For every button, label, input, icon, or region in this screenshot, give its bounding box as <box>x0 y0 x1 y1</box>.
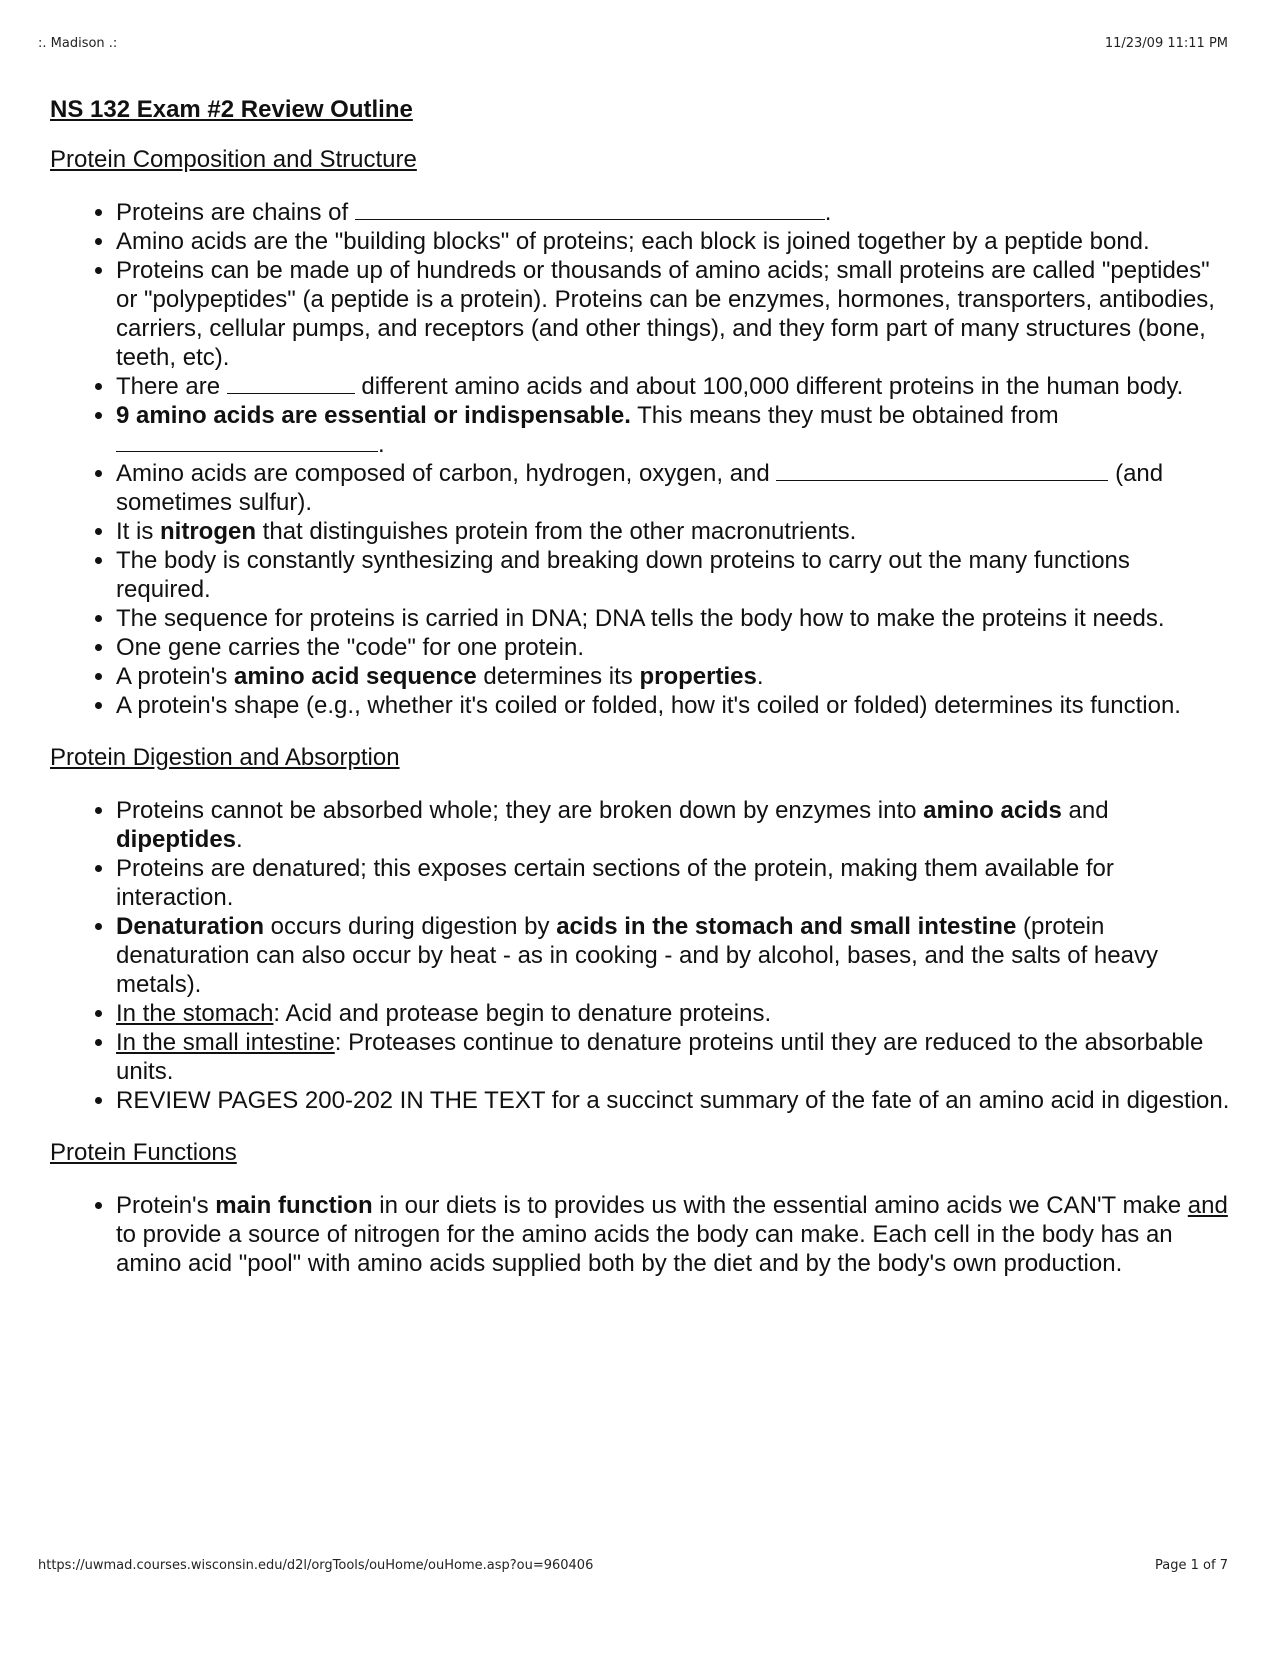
list-item: • There are different amino acids and about 100,000 different proteins in the human body. <box>116 372 1230 401</box>
section-heading-functions: Protein Functions <box>50 1139 237 1166</box>
list-item: • In the small intestine: Proteases continue to denature proteins until they are reduced to the absorbable units. <box>116 1028 1230 1086</box>
list-item: • It is nitrogen that distinguishes protein from the other macronutrients. <box>116 517 1230 546</box>
footer-url: https://uwmad.courses.wisconsin.edu/d2l/orgTools/ouHome/ouHome.asp?ou=960406 <box>38 1558 594 1573</box>
footer-page-number: Page 1 of 7 <box>1155 1558 1228 1573</box>
list-item: • Proteins can be made up of hundreds or thousands of amino acids; small proteins are called "peptides" or "polypeptides" (a peptide is a protein). Proteins can be enzymes, hormones, transporters, antibodies, carriers, cellular pumps, and receptors (and other things), and they form part of many structures (bone, teeth, etc). <box>116 256 1230 372</box>
list-item: • Proteins are chains of . <box>116 198 1230 227</box>
list-item: • Protein's main function in our diets is to provides us with the essential amino acids we CAN'T make and to provide a source of nitrogen for the amino acids the body can make. Each cell in the body has an amino acid "pool" with amino acids supplied both by the diet and by the body's own production. <box>116 1191 1230 1278</box>
digestion-list <box>50 796 1230 1115</box>
composition-list <box>50 198 1230 720</box>
list-item: • Amino acids are the "building blocks" of proteins; each block is joined together by a peptide bond. <box>116 227 1230 256</box>
list-item: • Denaturation occurs during digestion by acids in the stomach and small intestine (protein denaturation can also occur by heat - as in cooking - and by alcohol, bases, and the salts of heavy metals). <box>116 912 1230 999</box>
list-item: • Proteins are denatured; this exposes certain sections of the protein, making them available for interaction. <box>116 854 1230 912</box>
list-item: • Amino acids are composed of carbon, hydrogen, oxygen, and (and sometimes sulfur). <box>116 459 1230 517</box>
answer-blank <box>116 431 378 452</box>
header-site-title: :. Madison .: <box>38 36 118 51</box>
list-item: • In the stomach: Acid and protease begin to denature proteins. <box>116 999 1230 1028</box>
print-header <box>38 36 1228 51</box>
list-item: • A protein's amino acid sequence determines its properties. <box>116 662 1230 691</box>
list-item: • A protein's shape (e.g., whether it's coiled or folded, how it's coiled or folded) determines its function. <box>116 691 1230 720</box>
answer-blank <box>776 460 1108 481</box>
list-item: • 9 amino acids are essential or indispensable. This means they must be obtained from . <box>116 401 1230 459</box>
document-body <box>50 96 1230 1302</box>
list-item: • Proteins cannot be absorbed whole; they are broken down by enzymes into amino acids and dipeptides. <box>116 796 1230 854</box>
list-item: • The sequence for proteins is carried in DNA; DNA tells the body how to make the proteins it needs. <box>116 604 1230 633</box>
list-item: • REVIEW PAGES 200-202 IN THE TEXT for a succinct summary of the fate of an amino acid in digestion. <box>116 1086 1230 1115</box>
functions-list <box>50 1191 1230 1278</box>
header-timestamp: 11/23/09 11:11 PM <box>1104 36 1228 51</box>
print-footer <box>38 1558 1228 1573</box>
section-heading-digestion: Protein Digestion and Absorption <box>50 744 400 771</box>
page-title: NS 132 Exam #2 Review Outline <box>50 96 413 123</box>
answer-blank <box>355 199 825 220</box>
list-item: • One gene carries the "code" for one protein. <box>116 633 1230 662</box>
section-heading-composition: Protein Composition and Structure <box>50 146 417 173</box>
answer-blank <box>227 373 355 394</box>
list-item: • The body is constantly synthesizing and breaking down proteins to carry out the many functions required. <box>116 546 1230 604</box>
